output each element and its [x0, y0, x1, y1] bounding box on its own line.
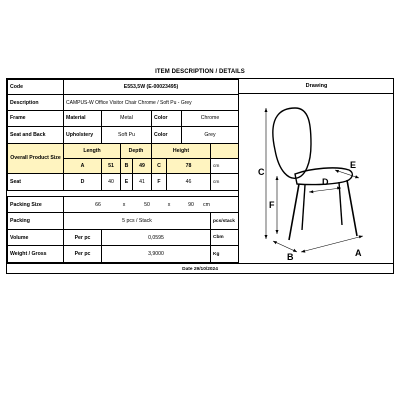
- description-label: Description: [8, 95, 64, 110]
- seat-e-value: 41: [133, 174, 152, 191]
- row-frame: [8, 110, 239, 127]
- seat-d-value: 40: [102, 174, 121, 191]
- dim-f-letter: F: [269, 200, 275, 210]
- size-a-value: 51: [102, 159, 121, 174]
- size-b-letter: B: [121, 159, 133, 174]
- chair-leg-back-right: [347, 180, 357, 236]
- dim-f-arrow-bottom: [276, 230, 279, 234]
- packing-size-length: 66: [95, 201, 101, 208]
- dim-e-line: [335, 170, 359, 178]
- length-header: Length: [64, 143, 121, 158]
- spec-frame: [6, 78, 394, 274]
- volume-per: Per pc: [64, 229, 102, 246]
- spec-table: [7, 79, 239, 263]
- dim-a-arrow-right: [359, 235, 363, 238]
- dim-d-line: [309, 188, 341, 192]
- weight-label: Weight / Gross: [8, 246, 64, 263]
- size-b-value: 49: [133, 159, 152, 174]
- row-seat: [8, 174, 239, 191]
- dim-e-letter: E: [350, 160, 357, 170]
- row-seat-back: [8, 127, 239, 144]
- seat-back-color-value: Grey: [182, 127, 239, 144]
- chair-leg-front-left: [289, 184, 299, 240]
- document-title: ITEM DESCRIPTION / DETAILS: [155, 69, 245, 75]
- overall-size-label: Overall Product Size: [8, 143, 64, 174]
- size-unit: cm: [211, 159, 239, 174]
- description-value: CAMPUS-W Office Visitor Chair Chrome / Soft Pu - Grey: [64, 95, 239, 110]
- frame-material-value: Metal: [102, 110, 152, 127]
- size-a-letter: A: [64, 159, 102, 174]
- row-volume: [8, 229, 239, 246]
- weight-per: Per pc: [64, 246, 102, 263]
- dim-d-letter: D: [322, 177, 329, 187]
- packing-size-height: 90: [188, 201, 194, 208]
- packing-size-x2: x: [167, 201, 171, 208]
- seat-f-value: 46: [167, 174, 211, 191]
- drawing-panel: [238, 79, 394, 263]
- dim-f-arrow-top: [276, 176, 279, 180]
- seat-d-letter: D: [64, 174, 102, 191]
- row-weight: [8, 246, 239, 263]
- size-c-letter: C: [152, 159, 167, 174]
- packing-unit: pcs/stack: [211, 213, 239, 230]
- chair-drawing: [239, 94, 394, 262]
- seat-back-color-label: Color: [152, 127, 182, 144]
- height-header: Height: [152, 143, 211, 158]
- weight-value: 3,9000: [102, 246, 211, 263]
- dim-b-arrow-left: [273, 241, 277, 244]
- frame-material-label: Material: [64, 110, 102, 127]
- dim-b-letter: B: [287, 252, 294, 262]
- packing-value: 5 pcs / Stack: [64, 213, 211, 230]
- packing-size-cell: [64, 196, 239, 213]
- row-code: [8, 80, 239, 95]
- seat-label: Seat: [8, 174, 64, 191]
- row-description: [8, 95, 239, 110]
- dim-a-arrow-left: [301, 250, 305, 253]
- dim-a-line: [301, 236, 363, 252]
- packing-size-unit: cm: [203, 201, 210, 208]
- dim-c-arrow-bottom: [265, 235, 268, 239]
- dim-a-letter: A: [355, 248, 362, 258]
- upholstery-value: Soft Pu: [102, 127, 152, 144]
- frame-color-value: Chrome: [182, 110, 239, 127]
- packing-size-width: 50: [144, 201, 150, 208]
- frame-color-label: Color: [152, 110, 182, 127]
- code-value: E553,5W (E-00023495): [64, 80, 239, 95]
- size-c-value: 78: [167, 159, 211, 174]
- volume-value: 0,0595: [102, 229, 211, 246]
- spec-sheet: [6, 66, 394, 274]
- chair-leg-front-right: [302, 185, 305, 230]
- row-packing: [8, 213, 239, 230]
- dim-b-line: [273, 241, 297, 252]
- dim-b-arrow-right: [293, 249, 297, 252]
- code-label: Code: [8, 80, 64, 95]
- depth-header: Depth: [121, 143, 152, 158]
- row-packing-size: [8, 196, 239, 213]
- size-header-blank: [211, 143, 239, 158]
- dim-c-arrow-top: [265, 108, 268, 112]
- dim-e-arrow-left: [335, 170, 339, 173]
- chair-backrest: [273, 108, 311, 178]
- packing-size-x1: x: [122, 201, 126, 208]
- packing-size-label: Packing Size: [8, 196, 64, 213]
- seat-f-letter: F: [152, 174, 167, 191]
- seat-back-label: Seat and Back: [8, 127, 64, 144]
- seat-unit: cm: [211, 174, 239, 191]
- dim-c-letter: C: [258, 167, 265, 177]
- seat-e-letter: E: [121, 174, 133, 191]
- volume-unit: Cbm: [211, 229, 239, 246]
- weight-unit: Kg: [211, 246, 239, 263]
- volume-label: Volume: [8, 229, 64, 246]
- drawing-title: Drawing: [239, 79, 394, 94]
- dim-e-arrow-right: [355, 175, 359, 178]
- date-footer: Date 29/10/2024: [7, 263, 393, 275]
- row-size-headers: [8, 143, 239, 158]
- upholstery-label: Upholstery: [64, 127, 102, 144]
- packing-label: Packing: [8, 213, 64, 230]
- frame-label: Frame: [8, 110, 64, 127]
